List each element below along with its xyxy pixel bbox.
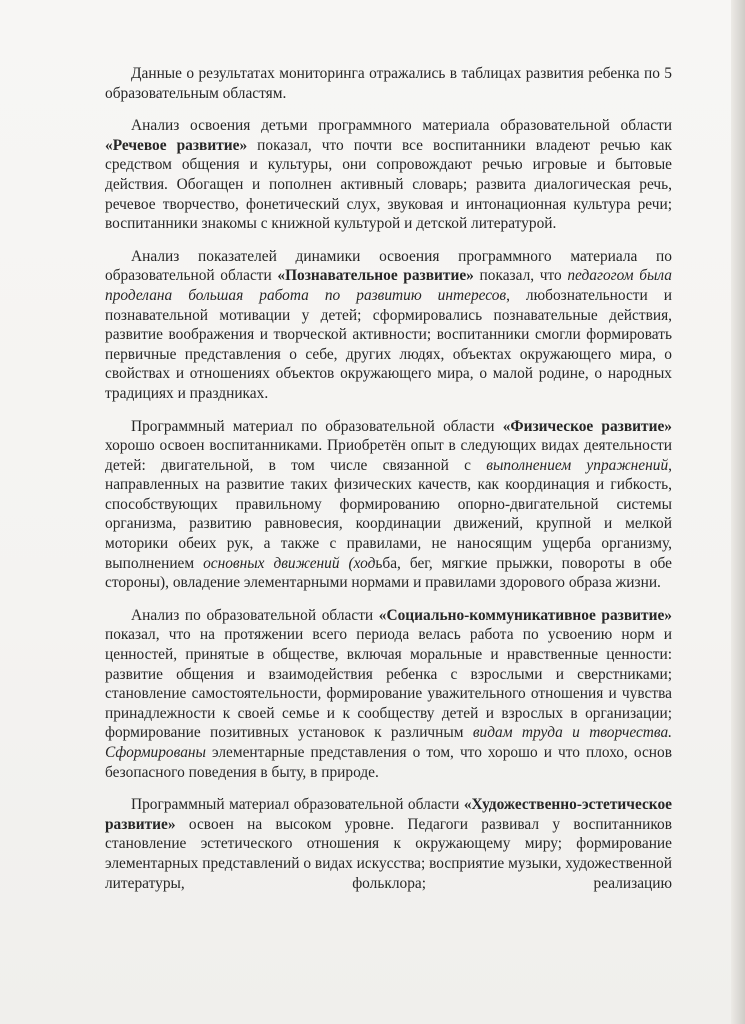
text-run: Анализ показателей динамики освоения программного материала по образовательной области: [105, 247, 672, 285]
paragraph-intro: [105, 64, 672, 103]
text-run: элементарные представления о том, что хорошо и что плохо, основ безопасного поведения в быту, в природе.: [105, 744, 672, 781]
text-run: Данные о результатах мониторинга отражались в таблицах развития ребенка по 5 образовательным областям.: [105, 65, 672, 102]
bold-term: «Физическое развитие»: [502, 417, 672, 435]
italic-run: педагогом была проделана большая работа по развитию интересов: [105, 267, 672, 304]
text-run: , любознательности и познавательной мотивации у детей; сформировались познавательные действия, развитие воображения и творческой активности; воспитанники смогли формировать первичные представления о себе, других людях, объектах окружающего мира, о свойствах и отношениях объектов окружающего мира, о малой родине, о народных традициях и праздниках.: [105, 286, 672, 402]
text-run: ьба, бег, мягкие прыжки, повороты в обе стороны), овладение элементарными нормами и правилами здорового образа жизни.: [105, 554, 673, 592]
text-run: , направленных на развитие таких физических качеств, как координация и гибкость, способствующих правильному формированию опорно-двигательной системы организма, развитию равновесия, координации движений, крупной и мелкой моторики обеих рук, а также с правилами, не наносящим ущерба организму, выполнением: [105, 456, 672, 572]
bold-term: «Речевое развитие»: [105, 136, 248, 154]
italic-run: видам труда и творчества. Сформированы: [105, 724, 673, 761]
paragraph-cognitive-development: [105, 247, 672, 404]
text-run: показал, что почти все воспитанники владеют речью как средством общения и культуры, они сопровождают речью игровые и бытовые действия. Обогащен и пополнен активный словарь; развита диалогическая речь, речевое творчество, фонетический слух, звуковая и интонационная культура речи; воспитанники знакомы с книжной культурой и детской литературой.: [105, 136, 672, 233]
italic-run: выполнением упражнений: [486, 456, 669, 474]
bold-term: «Социально-коммуникативное развитие»: [378, 606, 673, 624]
text-run: показал, что на протяжении всего периода велась работа по усвоению норм и ценностей, принятые в обществе, включая моральные и нравственные ценности: развитие общения и взаимодействия ребенка с взрослыми и сверстниками; становление самостоятельности, формирование уважительного отношения и чувства принадлежности к своей семье и к сообществу детей и взрослых в организации; формирование позитивных установок к различным: [105, 626, 672, 742]
paragraph-speech-development: [105, 116, 672, 234]
text-run: Программный материал образовательной области: [131, 796, 464, 814]
document-body: [105, 64, 672, 906]
text-run: хорошо освоен воспитанниками. Приобретён опыт в следующих видах деятельности детей: двигательной, в том числе связанной с: [105, 437, 672, 474]
text-run: показал, что: [473, 267, 568, 285]
paragraph-artistic-aesthetic-development: [105, 795, 672, 893]
page-edge-shadow: [731, 0, 745, 1024]
italic-run: основных движений (ход: [203, 554, 376, 572]
bold-term: «Познавательное развитие»: [277, 267, 474, 285]
text-run: освоен на высоком уровне. Педагоги развивал у воспитанников становление эстетического отношения к окружающему миру; формирование элементарных представлений о видах искусства; восприятие музыки, художественной литературы, фольклора; реализацию: [105, 815, 672, 892]
text-run: Программный материал по образовательной области: [131, 417, 503, 435]
bold-term: «Художественно-эстетическое развитие»: [105, 796, 672, 833]
paragraph-physical-development: [105, 417, 672, 593]
paragraph-social-communicative-development: [105, 606, 672, 782]
text-run: Анализ освоения детьми программного материала образовательной области: [131, 117, 672, 135]
text-run: Анализ по образовательной области: [131, 606, 379, 624]
